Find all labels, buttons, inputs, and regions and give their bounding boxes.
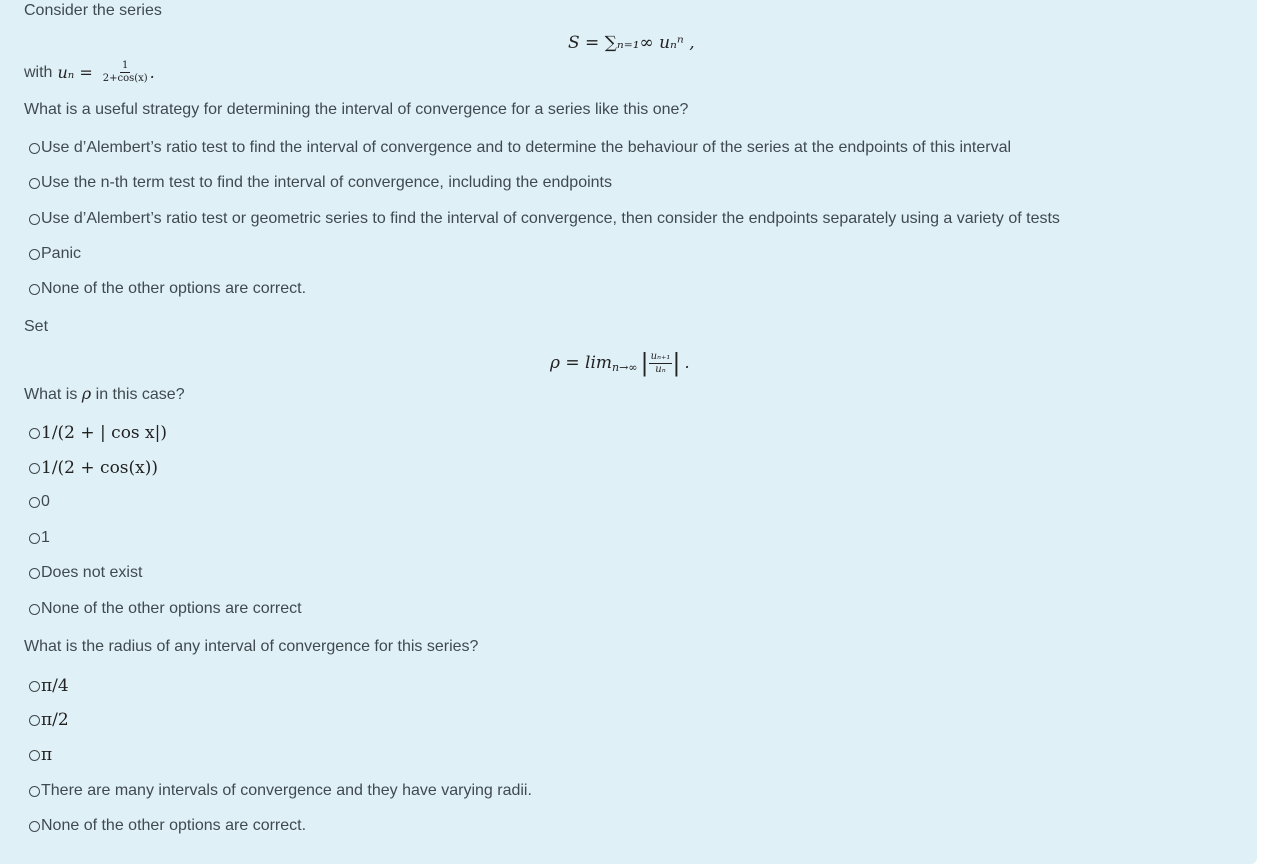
radio-button[interactable] — [29, 249, 40, 260]
q3-option-1-label: π/4 — [41, 676, 69, 696]
radio-button[interactable] — [29, 463, 40, 474]
un-numerator: 1 — [122, 60, 129, 71]
radio-button[interactable] — [29, 533, 40, 544]
series-formula: S = ∑ₙ₌₁∞ uₙⁿ , — [568, 33, 695, 53]
un-end: . — [149, 62, 155, 82]
un-definition — [24, 60, 155, 85]
rho-symbol: ρ — [81, 384, 92, 403]
q3-option-5[interactable] — [29, 816, 306, 836]
q3-option-4-label: There are many intervals of convergence and they have varying radii. — [41, 782, 532, 799]
q2-option-4-label: 1 — [41, 529, 50, 546]
q2-option-2[interactable] — [29, 458, 158, 478]
radio-button[interactable] — [29, 428, 40, 439]
q3-question: What is the radius of any interval of convergence for this series? — [24, 638, 479, 655]
q1-option-5-label: None of the other options are correct. — [41, 280, 307, 297]
q1-option-2[interactable] — [29, 173, 612, 193]
q3-option-5-label: None of the other options are correct. — [41, 817, 307, 834]
q3-option-1[interactable] — [29, 676, 69, 696]
radio-button[interactable] — [29, 284, 40, 295]
set-label: Set — [24, 318, 49, 335]
radio-button[interactable] — [29, 604, 40, 615]
q1-option-1[interactable] — [29, 138, 1011, 158]
q2-option-5[interactable] — [29, 563, 142, 583]
radio-button[interactable] — [29, 681, 40, 692]
q1-option-5[interactable] — [29, 279, 306, 299]
radio-button[interactable] — [29, 750, 40, 761]
intro-text: Consider the series — [24, 2, 162, 19]
q1-option-4-label: Panic — [41, 245, 82, 262]
q2-option-3[interactable] — [29, 492, 50, 512]
q3-option-3-label: π — [41, 745, 53, 765]
radio-button[interactable] — [29, 568, 40, 579]
radio-button[interactable] — [29, 143, 40, 154]
q1-option-3-label: Use d’Alembert’s ratio test or geometric series to find the interval of convergence, then consider the endpoints separately using a variety of tests — [41, 210, 1060, 227]
abs-bar-left: | — [640, 349, 649, 377]
radio-button[interactable] — [29, 821, 40, 832]
radio-button[interactable] — [29, 715, 40, 726]
radio-button[interactable] — [29, 214, 40, 225]
rho-formula — [550, 348, 690, 378]
rho-numerator: uₙ₊₁ — [650, 350, 671, 362]
q1-option-3[interactable] — [29, 209, 1060, 229]
q3-option-2[interactable] — [29, 710, 69, 730]
q2-option-5-label: Does not exist — [41, 564, 143, 581]
radio-button[interactable] — [29, 497, 40, 508]
q2-option-6[interactable] — [29, 599, 302, 619]
q2-option-1[interactable] — [29, 423, 167, 443]
rho-denominator: uₙ — [655, 363, 666, 375]
q2-question-post: in this case? — [95, 386, 185, 403]
q2-option-2-label: 1/(2 + cos(x)) — [41, 458, 159, 478]
un-lhs: uₙ = — [57, 62, 93, 82]
q2-option-6-label: None of the other options are correct — [41, 600, 302, 617]
q2-option-3-label: 0 — [41, 493, 50, 510]
q3-option-3[interactable] — [29, 745, 52, 765]
un-denominator: 2+cos(x) — [102, 73, 148, 84]
q1-question: What is a useful strategy for determining the interval of convergence for a series like this one? — [24, 101, 689, 118]
rho-end: . — [684, 353, 690, 372]
rho-sub: n→∞ — [612, 361, 638, 374]
abs-bar-right: | — [672, 349, 681, 377]
q2-question-pre: What is — [24, 386, 78, 403]
q2-option-1-label: 1/(2 + | cos x|) — [41, 423, 168, 443]
q2-question — [24, 384, 185, 405]
rho-lhs: ρ = lim — [550, 353, 613, 373]
q1-option-1-label: Use d’Alembert’s ratio test to find the interval of convergence and to determine the behaviour of the series at the endpoints of this interval — [41, 139, 1012, 156]
q3-option-4[interactable] — [29, 781, 532, 801]
with-label: with — [24, 63, 53, 81]
q3-option-2-label: π/2 — [41, 710, 69, 730]
un-fraction — [101, 60, 150, 85]
rho-fraction — [649, 351, 673, 376]
radio-button[interactable] — [29, 178, 40, 189]
q1-option-2-label: Use the n-th term test to find the interval of convergence, including the endpoints — [41, 174, 612, 191]
radio-button[interactable] — [29, 786, 40, 797]
q1-option-4[interactable] — [29, 244, 81, 264]
q2-option-4[interactable] — [29, 528, 50, 548]
